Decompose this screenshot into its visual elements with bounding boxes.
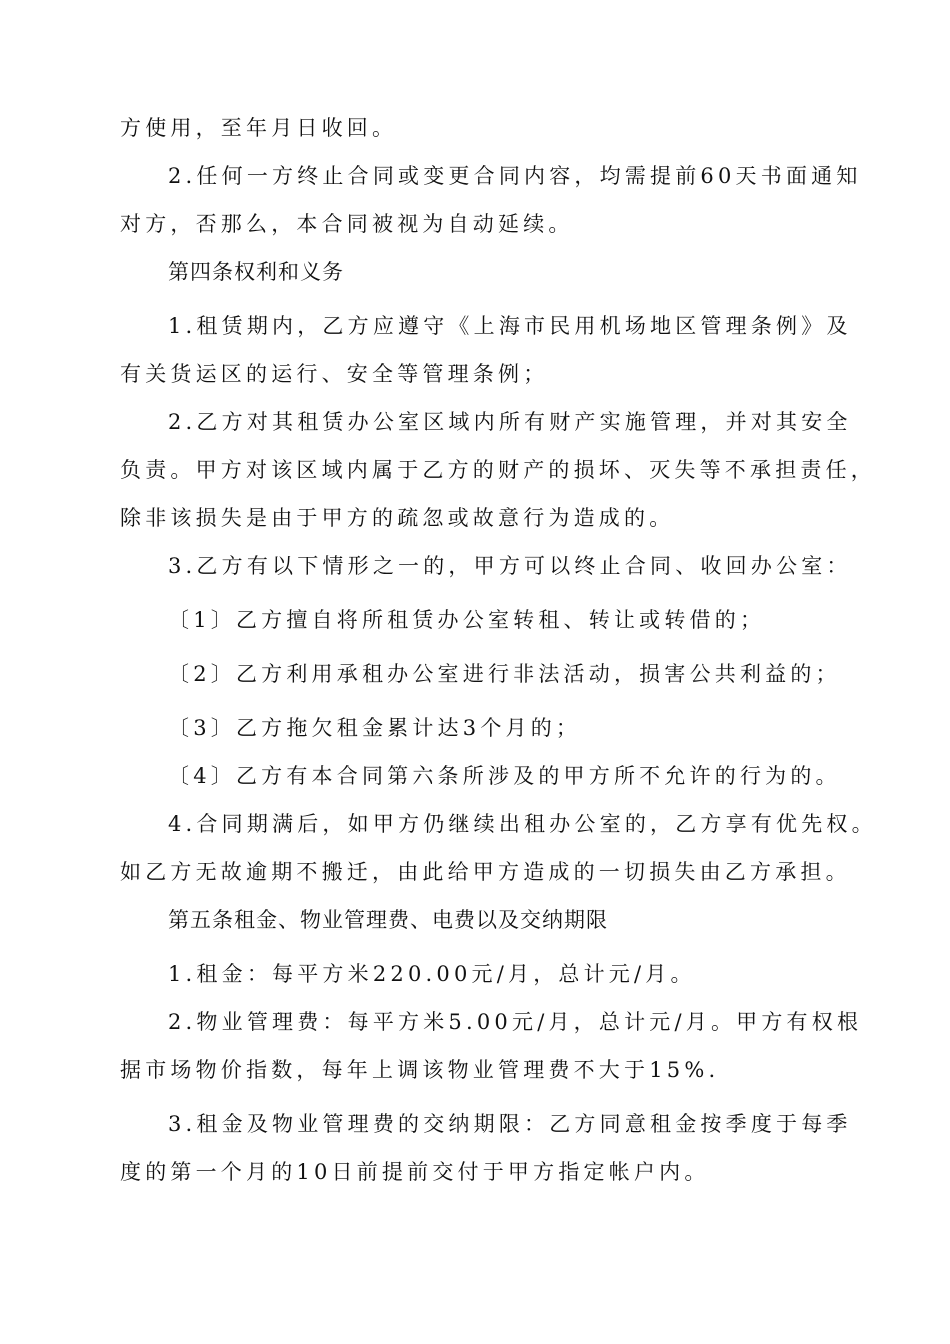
sub-item-2: 〔2〕乙方利用承租办公室进行非法活动，损害公共利益的； <box>168 662 841 686</box>
text-line: 如乙方无故逾期不搬迁，由此给甲方造成的一切损失由乙方承担。 <box>120 860 851 884</box>
clause-3-item-2: 2.任何一方终止合同或变更合同内容，均需提前60天书面通知 <box>168 164 862 188</box>
text-line: 除非该损失是由于甲方的疏忽或故意行为造成的。 <box>120 506 675 530</box>
clause-4-item-2: 2.乙方对其租赁办公室区域内所有财产实施管理，并对其安全 <box>168 410 852 434</box>
text-line: 度的第一个月的10日前提前交付于甲方指定帐户内。 <box>120 1160 710 1184</box>
sub-item-1: 〔1〕乙方擅自将所租赁办公室转租、转让或转借的； <box>168 608 766 632</box>
clause-4-item-4: 4.合同期满后，如甲方仍继续出租办公室的，乙方享有优先权。 <box>168 812 877 836</box>
text-line: 据市场物价指数，每年上调该物业管理费不大于15%. <box>120 1058 720 1082</box>
text-line: 对方，否那么，本合同被视为自动延续。 <box>120 212 574 236</box>
clause-4-item-3: 3.乙方有以下情形之一的，甲方可以终止合同、收回办公室： <box>168 554 852 578</box>
clause-5-item-1: 1.租金：每平方米220.00元/月，总计元/月。 <box>168 962 696 986</box>
section-heading-article-5: 第五条租金、物业管理费、电费以及交纳期限 <box>168 908 608 932</box>
text-line: 有关货运区的运行、安全等管理条例； <box>120 362 549 386</box>
clause-4-item-1: 1.租赁期内，乙方应遵守《上海市民用机场地区管理条例》及 <box>168 314 852 338</box>
sub-item-4: 〔4〕乙方有本合同第六条所涉及的甲方所不允许的行为的。 <box>168 764 841 788</box>
clause-5-item-3: 3.租金及物业管理费的交纳期限：乙方同意租金按季度于每季 <box>168 1112 852 1136</box>
sub-item-3: 〔3〕乙方拖欠租金累计达3个月的； <box>168 716 582 740</box>
text-line: 负责。甲方对该区域内属于乙方的财产的损坏、灭失等不承担责任， <box>120 458 876 482</box>
section-heading-article-4: 第四条权利和义务 <box>168 260 344 284</box>
clause-5-item-2: 2.物业管理费：每平方米5.00元/月，总计元/月。甲方有权根 <box>168 1010 863 1034</box>
text-line: 方使用，至年月日收回。 <box>120 116 398 140</box>
